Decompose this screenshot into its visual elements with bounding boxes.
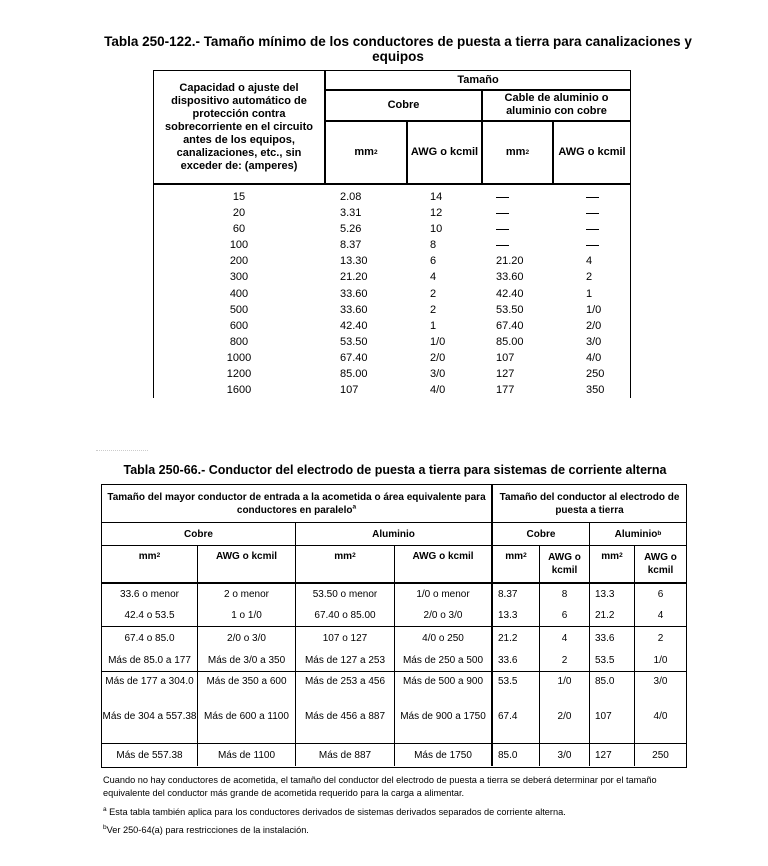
t1-col-al-mm [496, 189, 556, 398]
table2-title: Tabla 250-66.- Conductor del electrodo de puesta a tierra para sistemas de corriente alterna [123, 463, 667, 477]
t1-cell: 250 [586, 368, 605, 381]
t2-cell: 107 [595, 711, 612, 722]
t1-cell: 3/0 [586, 335, 602, 348]
t1-cell: 85.00 [340, 368, 368, 381]
t2-cell: 21.2 [498, 632, 518, 644]
t2-mm-label: mm [334, 550, 353, 562]
t1-cell [586, 237, 616, 253]
t1-cell: 53.50 [496, 303, 524, 316]
t2-service-sup: a [352, 503, 357, 511]
t2-cell: Más de 250 a 500 [402, 654, 484, 666]
t2-cell: 85.0 [498, 749, 518, 761]
t1-cell: 6 [430, 255, 437, 268]
t1-cell: 42.40 [496, 287, 524, 300]
t2-cell: 42.4 o 53.5 [124, 609, 175, 621]
t1-cell: 15 [232, 191, 246, 203]
t1-cell: 10 [430, 223, 443, 236]
t1-cu-mm-label: mm [354, 146, 374, 158]
dash-mark [496, 229, 509, 230]
t2-cell: 1/0 [557, 676, 572, 687]
t2-cell: 6 [657, 588, 664, 600]
dash-mark [496, 245, 509, 246]
table1-title: Tabla 250-122.- Tamaño mínimo de los conductores de puesta a tierra para canalizaciones y equipos [104, 34, 692, 64]
t2-cell: 67.4 o 85.0 [124, 632, 175, 644]
t1-cell: 2/0 [586, 319, 602, 332]
t1-cell: 33.60 [340, 303, 368, 316]
t1-cell: 107 [496, 351, 515, 364]
t1-cell: 1000 [226, 351, 252, 364]
t2-cell: 53.5 [498, 676, 518, 687]
t2-cell: 2 [561, 654, 568, 666]
t2-cell: 6 [561, 609, 568, 621]
t2-mm-label: mm [505, 550, 524, 562]
t1-cell: 3/0 [430, 368, 446, 381]
t1-cell: 14 [430, 191, 443, 203]
t2-cell: Más de 1750 [414, 749, 472, 761]
t1-cell: 4/0 [586, 351, 602, 364]
t2-cell: 3/0 [653, 676, 668, 687]
t1-cell: 8.37 [340, 239, 362, 252]
t2-cell: 8.37 [498, 588, 518, 600]
t1-col-cu-mm [340, 189, 410, 398]
t2-cell: 2/0 o 3/0 [227, 632, 266, 644]
t1-cell: 600 [229, 319, 249, 332]
t1-cell: 500 [229, 303, 249, 316]
t1-cell [496, 237, 556, 253]
t1-cell: 400 [229, 287, 249, 300]
t1-cell: 33.60 [340, 287, 368, 300]
t2-service-label: Tamaño del mayor conductor de entrada a la acometida o área equivalente para conductores en paralelo [107, 491, 486, 516]
t2-cell: Más de 900 a 1750 [400, 711, 486, 722]
t2-cell: 8 [561, 588, 568, 600]
t2-cell: 250 [652, 749, 669, 761]
t2-cell: Más de 127 a 253 [304, 654, 386, 666]
notes [103, 774, 693, 842]
t1-col-cu-awg [430, 189, 480, 398]
dash-mark [586, 213, 599, 214]
t2-cell: Más de 500 a 900 [402, 676, 484, 687]
t2-header-e-cobre: Cobre [526, 528, 556, 540]
t1-cell: 4/0 [430, 384, 446, 397]
t1-cell [496, 221, 556, 237]
t2-cell: Más de 177 a 304.0 [105, 676, 194, 687]
t2-header-e-al-mm: mm 2 [601, 550, 623, 562]
t2-header-electrode: Tamaño del conductor al electrodo de puesta a tierra [499, 491, 680, 516]
t2-header-service [102, 485, 491, 522]
t1-header-al-mm: mm 2 [505, 146, 530, 158]
t2-cell: 1/0 o menor [416, 588, 470, 600]
t2-mm-label: mm [601, 550, 620, 562]
t1-cell: 21.20 [496, 255, 524, 268]
t1-header-cu-mm: mm 2 [354, 146, 378, 158]
t2-cell: 53.50 o menor [312, 588, 378, 600]
t2-header-al-awg: AWG o kcmil [412, 550, 474, 562]
t2-header-e-cu-mm: mm 2 [505, 550, 527, 562]
t1-cell: 2 [586, 271, 593, 284]
table1 [153, 70, 631, 398]
t2-group-divider-2 [102, 671, 686, 672]
t2-header-service-text [102, 491, 491, 517]
t2-cell: 33.6 [595, 632, 615, 644]
t2-cell: 2/0 o 3/0 [423, 609, 463, 621]
t2-cell: Más de 3/0 a 350 [207, 654, 286, 666]
t1-cell: 4 [430, 271, 437, 284]
t2-header-aluminio: Aluminio [372, 528, 415, 540]
t1-cell [496, 189, 556, 205]
t1-cell: 350 [586, 384, 605, 397]
t2-cell: 4 [657, 609, 664, 621]
t2-header-e-al-awg: AWG o kcmil [644, 552, 677, 576]
t2-cell: 2/0 [557, 711, 572, 722]
t2-header-e-aluminio: Aluminio b [614, 528, 662, 540]
table2 [101, 484, 687, 768]
note-main: Cuando no hay conductores de acometida, el tamaño del conductor del electrodo de puesta a tierra se deberá determinar por el tamaño equivalente del conductor más grande de acometida requerido para la carga a alimentar. [103, 775, 657, 798]
t1-cell: 177 [496, 384, 515, 397]
note-a-mark: a [103, 805, 107, 813]
t2-cell: Más de 887 [318, 749, 372, 761]
t1-cell: 1/0 [586, 303, 602, 316]
t1-cell: 67.40 [496, 319, 524, 332]
t2-cell: 127 [595, 749, 612, 761]
t2-e-al-label: Aluminio [614, 528, 658, 540]
t2-cell: 2 [657, 632, 664, 644]
note-b [103, 824, 693, 837]
t1-cell: 300 [229, 271, 249, 284]
t2-mm-label: mm [138, 550, 157, 562]
t2-cell: 4/0 o 250 [422, 632, 464, 644]
t2-header-cobre: Cobre [184, 528, 213, 540]
t2-cell: 53.5 [595, 654, 615, 666]
t1-al-mm-label: mm [505, 146, 526, 158]
t1-cell: 127 [496, 368, 515, 381]
t2-cell: Más de 253 a 456 [304, 676, 386, 687]
t2-cell: 4/0 [653, 711, 668, 722]
t2-group-divider-3 [102, 743, 686, 744]
t1-cell [586, 189, 616, 205]
t1-cell: 1 [430, 319, 437, 332]
t1-cell: 100 [229, 239, 249, 252]
t1-cell: 33.60 [496, 271, 524, 284]
t2-cell: 33.6 [498, 654, 518, 666]
dash-mark [586, 229, 599, 230]
dash-mark [496, 197, 509, 198]
t2-cell: 3/0 [557, 749, 572, 761]
t1-cell: 21.20 [340, 271, 368, 284]
t1-cell: 85.00 [496, 335, 524, 348]
t2-cell: Más de 456 a 887 [304, 711, 386, 722]
t1-cell: 42.40 [340, 319, 368, 332]
t1-cell: 1200 [226, 368, 252, 381]
t1-cell: 107 [340, 384, 359, 397]
t1-cell: 3.31 [340, 207, 362, 220]
t2-cell: 67.4 [498, 711, 518, 722]
t2-cell: Más de 350 a 600 [206, 676, 287, 687]
t1-cell [496, 205, 556, 221]
t1-cell: 200 [229, 255, 249, 268]
t1-cell: 20 [232, 207, 246, 220]
t1-cell: 2.08 [340, 191, 362, 203]
t1-header-cu-awg: AWG o kcmil [410, 146, 479, 158]
t2-cell: 85.0 [595, 676, 615, 687]
t1-cell: 53.50 [340, 335, 368, 348]
t2-cell: 1/0 [653, 654, 668, 666]
t2-header-e-cu-awg: AWG o kcmil [548, 552, 581, 576]
t1-cell: 2/0 [430, 351, 446, 364]
t2-group-divider-1 [102, 626, 686, 627]
t1-cell: 13.30 [340, 255, 368, 268]
dash-mark [586, 197, 599, 198]
t1-cell: 60 [232, 223, 246, 236]
t2-cell: 107 o 127 [322, 632, 368, 644]
note-a-text: Esta tabla también aplica para los conductores derivados de sistemas derivados separados de corriente alterna. [106, 807, 566, 817]
t1-cell: 2 [430, 287, 437, 300]
t2-cell: Más de 1100 [217, 749, 276, 761]
t2-cell: 2 o menor [223, 588, 270, 600]
t2-cell: 13.3 [498, 609, 518, 621]
note-b-mark: b [103, 823, 107, 831]
dash-mark [586, 245, 599, 246]
t2-header-cu-awg: AWG o kcmil [215, 550, 278, 562]
t1-cell: 1 [586, 287, 593, 300]
t2-cell: Más de 85.0 a 177 [108, 654, 191, 666]
note-a [103, 806, 693, 819]
t1-cell: 5.26 [340, 223, 362, 236]
t2-header-cu-mm: mm 2 [138, 550, 161, 562]
t1-cell: 2 [430, 303, 437, 316]
t1-cell: 12 [430, 207, 443, 220]
t1-cell [586, 221, 616, 237]
t1-header-cobre: Cobre [387, 98, 420, 111]
t2-header-bottom [102, 582, 686, 584]
t2-cell: 4 [561, 632, 568, 644]
t1-header-al-awg: AWG o kcmil [558, 146, 626, 158]
t1-cell: 67.40 [340, 351, 368, 364]
t1-header-tamano: Tamaño [457, 73, 499, 86]
t1-cell: 8 [430, 239, 437, 252]
t2-cell: 1 o 1/0 [231, 609, 262, 621]
t1-cell: 800 [229, 335, 249, 348]
t1-header-capacity: Capacidad o ajuste del dispositivo automático de protección contra sobrecorriente en el circuito antes de los equipos, canalizaciones, etc., sin exceder de: (amperes) [165, 81, 313, 172]
t2-cell: 13.3 [595, 588, 615, 600]
t1-cell: 1/0 [430, 335, 446, 348]
t2-cell: 33.6 o menor [120, 588, 179, 600]
faint-artifact [96, 450, 148, 453]
dash-mark [496, 213, 509, 214]
t2-header-al-mm: mm 2 [334, 550, 356, 562]
t1-cell [586, 205, 616, 221]
t1-cell: 4 [586, 255, 593, 268]
t2-cell: Más de 557.38 [116, 749, 183, 761]
t2-cell: Más de 304 a 557.38 [102, 711, 197, 722]
t1-header-bottom [154, 183, 630, 185]
t2-cell: Más de 600 a 1100 [204, 711, 289, 722]
t1-cell: 1600 [226, 384, 252, 397]
t1-col-amps [154, 189, 324, 398]
t1-col-al-awg [586, 189, 616, 398]
t2-cell: 67.40 o 85.00 [314, 609, 376, 621]
note-b-text: Ver 250-64(a) para restricciones de la instalación. [106, 825, 309, 835]
t2-cell: 21.2 [595, 609, 615, 621]
t1-header-aluminio: Cable de aluminio o aluminio con cobre [504, 92, 609, 117]
